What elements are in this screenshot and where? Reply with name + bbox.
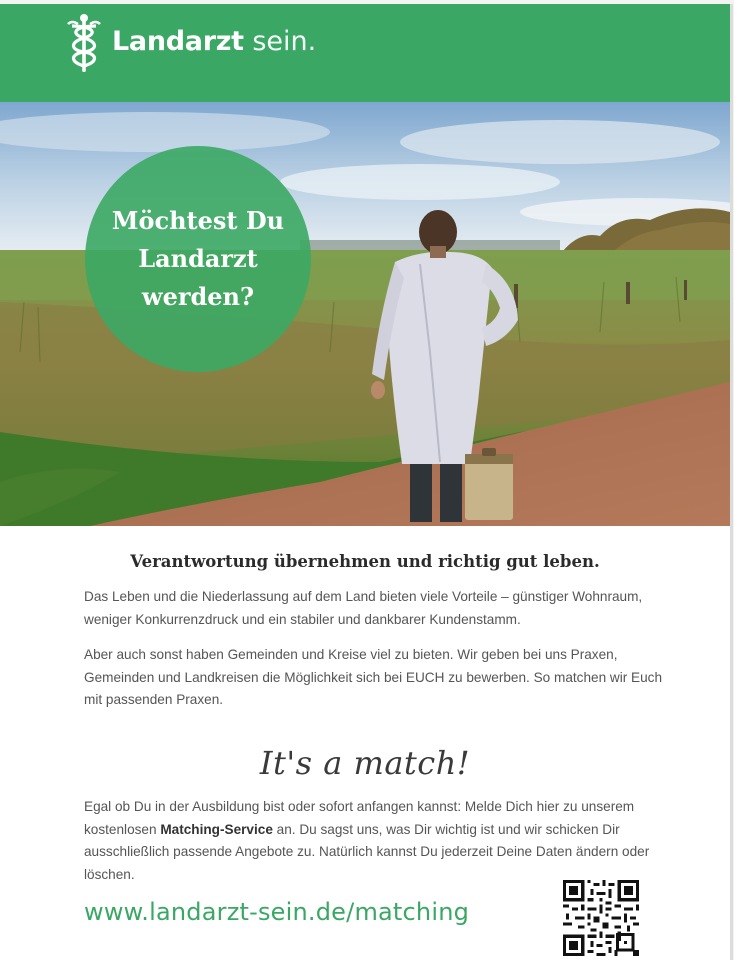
matching-service-bold: Matching-Service	[160, 821, 273, 837]
tagline: Verantwortung übernehmen und richtig gut leben.	[130, 552, 600, 571]
paragraph-matching-service	[84, 796, 674, 886]
paragraph-communities: Aber auch sonst haben Gemeinden und Kreise viel zu bieten. Wir geben bei uns Praxen, Gemeinden und Landkreisen die Möglichkeit sich bei EUCH zu bewerben. So matchen wir Euch mit passenden Praxen.	[84, 647, 663, 707]
qr-code-icon[interactable]	[563, 880, 639, 956]
brand-logo-text	[112, 26, 316, 57]
match-heading: It's a match!	[259, 744, 471, 782]
caduceus-icon	[64, 12, 104, 74]
flyer-page	[0, 4, 733, 960]
brand-name-bold: Landarzt	[112, 26, 244, 57]
matching-url-link[interactable]: www.landarzt-sein.de/matching	[84, 898, 470, 926]
paragraph-benefits: Das Leben und die Niederlassung auf dem Land bieten viele Vorteile – günstiger Wohnraum, weniger Konkurrenzdruck und ein stabiler und dankbarer Kundenstamm.	[84, 589, 643, 627]
paragraph3-before: Egal ob Du in der Ausbildung bist oder sofort anfangen kannst: Melde Dich hier zu unserem kostenlosen	[84, 799, 635, 837]
hero-headline: Möchtest Du Landarzt werden?	[111, 206, 285, 311]
brand-header	[0, 4, 730, 102]
brand-name-light: sein.	[243, 26, 317, 57]
headline-bubble	[85, 146, 311, 372]
paragraph3-after: an. Du sagst uns, was Dir wichtig ist und wir schicken Dir ausschließlich passende Angebote zu. Natürlich kannst Du jederzeit Deine Daten ändern oder löschen.	[84, 821, 650, 882]
